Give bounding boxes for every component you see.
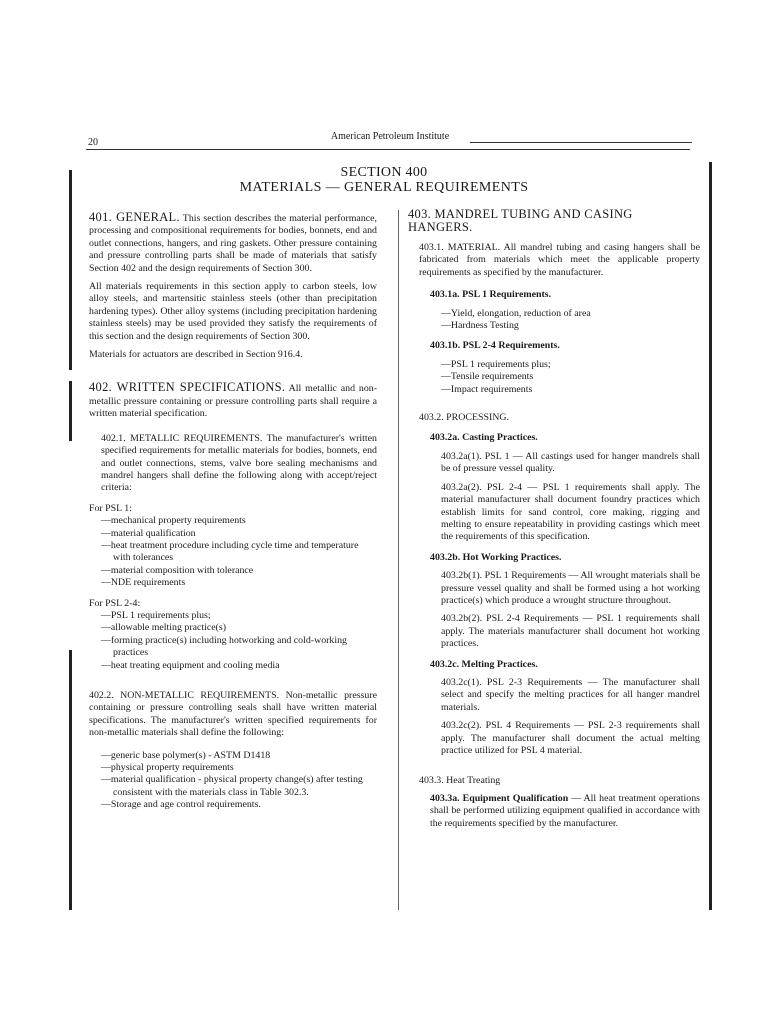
- header-rule-right: [470, 142, 692, 143]
- psl1-requirements-list: [419, 308, 700, 333]
- list-item: — material composition with tolerance: [101, 565, 377, 577]
- left-column: [89, 211, 377, 812]
- psl1-list: [89, 515, 377, 589]
- revision-bar-right: [709, 162, 712, 910]
- section-403-3-heading: 403.3. Heat Treating: [419, 775, 501, 787]
- section-403-1-text: All mandrel tubing and casing hangers shall be fabricated from materials which meet the applicable property requirements as specified by the manufacturer.: [419, 242, 700, 278]
- column-divider: [398, 210, 399, 910]
- section-402-1-text: The manufacturer's written specified requirements for metallic materials for bodies, bonnets, end and outlet connections, stems, valve bore sealing mechanisms and mandrel hangers shall define the following along with accept/reject criteria:: [101, 432, 377, 494]
- psl24-requirements-list: [419, 359, 700, 396]
- section-403-heading: 403. MANDREL TUBING AND CASING HANGERS.: [408, 207, 633, 234]
- running-header-title: American Petroleum Institute: [330, 131, 450, 142]
- section-403-2b1: 403.2b(1). PSL 1 Requirements — All wrought materials shall be pressure vessel quality and shall be formed using a hot working practice(s) which produce a wrought structure throughout.: [441, 570, 700, 606]
- section-402-2-text: Non-metallic pressure containing or pressure controlling seals shall have written material specifications. The manufacturer's written specified requirements for non-metallic materials shall define the following:: [89, 690, 378, 739]
- revision-bar-left-top: [69, 170, 72, 370]
- right-column: [408, 208, 700, 830]
- revision-bar-left-mid: [69, 381, 72, 441]
- non-metallic-list: [89, 750, 377, 812]
- section-402-text: All metallic and non-metallic pressure containing or pressure controlling parts shall require a written material specification.: [89, 383, 377, 420]
- list-item: — material qualification - physical property change(s) after testing consistent with the materials class in Table 302.3.: [101, 774, 377, 799]
- section-402-1-heading: 402.1. METALLIC REQUIREMENTS.: [101, 432, 263, 444]
- section-number: SECTION 400: [340, 165, 428, 180]
- section-403-3a-text: — All heat treatment operations shall be performed utilizing equipment qualified in accordance with the requirements specified by the manufacturer.: [430, 792, 700, 829]
- section-403-2-heading: 403.2. PROCESSING.: [419, 412, 509, 424]
- list-item: — Storage and age control requirements.: [101, 799, 377, 811]
- section-401-general: [89, 211, 377, 275]
- psl24-label: For PSL 2-4:: [89, 597, 141, 609]
- list-item: — PSL 1 requirements plus;: [101, 610, 377, 622]
- section-402-written-specs: [89, 381, 377, 420]
- section-401-paragraph-2: All materials requirements in this section apply to carbon steels, low alloy steels, and martensitic stainless steels (other than precipitation hardening types). Other alloy systems (including precipitation hardening stainless steels) may be used provided they satisfy the requirements of this section and the design requirements of Section 300.: [89, 281, 377, 342]
- page-number: 20: [88, 137, 98, 148]
- section-403-3a: [430, 793, 700, 830]
- list-item: — physical property requirements: [101, 762, 377, 774]
- section-403-2c-heading: 403.2c. Melting Practices.: [430, 658, 538, 670]
- section-403-1a-heading: 403.1a. PSL 1 Requirements.: [430, 289, 552, 301]
- section-403-2a2: 403.2a(2). PSL 2-4 — PSL 1 requirements shall apply. The material manufacturer shall document foundry practices which establish limits for sand control, core making, rigging and melting to ensure repeatability in providing castings which meet the requirements of this specification.: [441, 481, 700, 543]
- section-403-2c1: 403.2c(1). PSL 2-3 Requirements — The manufacturer shall select and specify the melting practices for all hanger mandrel materials.: [441, 676, 700, 713]
- section-403-2b-heading: 403.2b. Hot Working Practices.: [430, 551, 562, 563]
- section-403-2a-heading: 403.2a. Casting Practices.: [430, 432, 538, 444]
- section-403-2b2: 403.2b(2). PSL 2-4 Requirements — PSL 1 requirements shall apply. The materials manufacturer shall document hot working practices.: [441, 613, 700, 650]
- section-403-2a1: 403.2a(1). PSL 1 — All castings used for hanger mandrels shall be of pressure vessel quality.: [441, 450, 700, 475]
- section-403-2c2: 403.2c(2). PSL 4 Requirements — PSL 2-3 requirements shall apply. The manufacturer shall document the actual melting practice utilized for PSL 4 material.: [441, 720, 700, 756]
- list-item: — generic base polymer(s) - ASTM D1418: [101, 750, 377, 762]
- section-402-2-non-metallic: [89, 690, 377, 740]
- section-403-1-heading: 403.1. MATERIAL.: [419, 242, 501, 253]
- list-item: — Impact requirements: [441, 384, 700, 396]
- section-403-3a-heading: 403.3a. Equipment Qualification: [430, 792, 569, 804]
- list-item: — material qualification: [101, 528, 377, 540]
- list-item: — allowable melting practice(s): [101, 622, 377, 634]
- list-item: — PSL 1 requirements plus;: [441, 359, 700, 371]
- list-item: — mechanical property requirements: [101, 515, 377, 527]
- revision-bar-left-bottom: [69, 650, 72, 910]
- section-title: MATERIALS — GENERAL REQUIREMENTS: [239, 180, 529, 195]
- section-heading: [0, 165, 768, 195]
- list-item: — Yield, elongation, reduction of area: [441, 308, 700, 320]
- list-item: — Hardness Testing: [441, 320, 700, 332]
- section-401-heading: 401. GENERAL.: [89, 210, 180, 224]
- section-402-2-heading: 402.2. NON-METALLIC REQUIREMENTS.: [89, 690, 280, 701]
- psl1-label: For PSL 1:: [89, 502, 132, 514]
- section-401-text: This section describes the material performance, processing and compositional requirements for bodies, bonnets, end and outlet connections, hangers, and ring gaskets. Other pressure containing and pressure controlling parts shall be made of materials that satisfy Section 402 and the design requirements of Section 300.: [89, 213, 377, 274]
- section-401-paragraph-3: Materials for actuators are described in Section 916.4.: [89, 349, 303, 361]
- section-403-1b-heading: 403.1b. PSL 2-4 Requirements.: [430, 340, 560, 352]
- list-item: — heat treating equipment and cooling media: [101, 660, 377, 672]
- psl24-list: [89, 610, 377, 672]
- list-item: — heat treatment procedure including cycle time and temperature with tolerances: [101, 540, 377, 565]
- section-402-1-metallic: [101, 433, 377, 495]
- list-item: — forming practice(s) including hotworking and cold-working practices: [101, 635, 377, 660]
- section-403-1-material: [419, 242, 700, 279]
- section-402-heading: 402. WRITTEN SPECIFICATIONS.: [89, 380, 286, 395]
- header-rule-left: [86, 149, 690, 150]
- list-item: — Tensile requirements: [441, 371, 700, 383]
- list-item: — NDE requirements: [101, 577, 377, 589]
